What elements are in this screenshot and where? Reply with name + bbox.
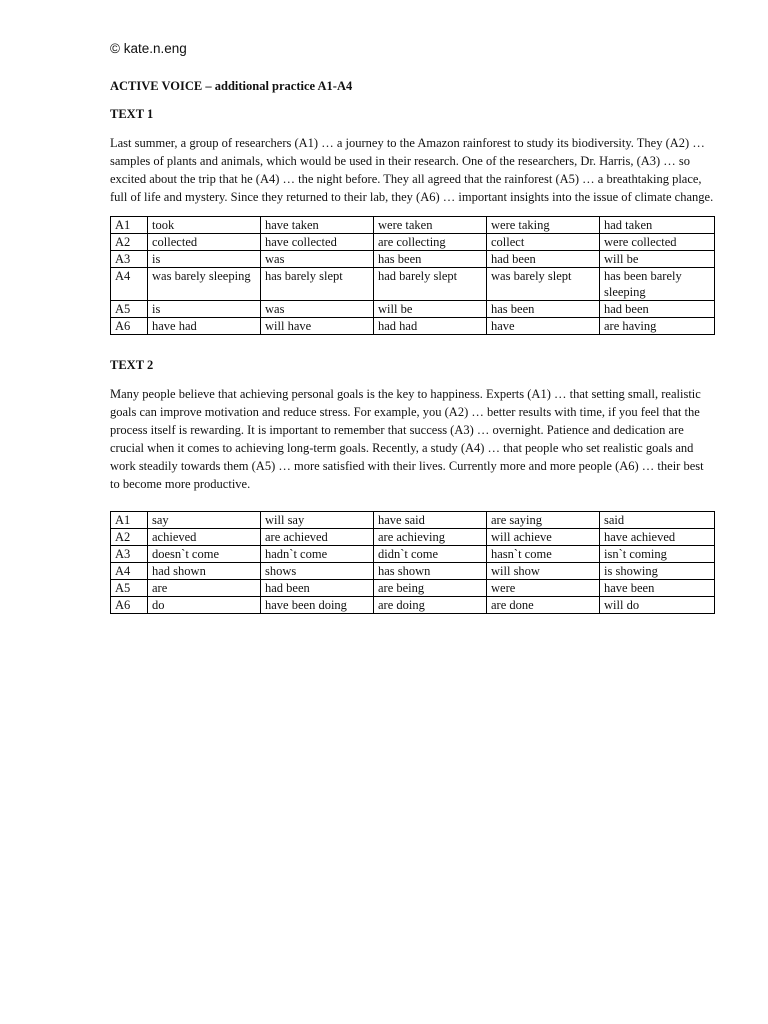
option-cell: were collected — [600, 234, 715, 251]
option-cell: have achieved — [600, 529, 715, 546]
option-cell: will show — [487, 563, 600, 580]
table-row — [111, 234, 715, 251]
option-cell: had taken — [600, 217, 715, 234]
table-row — [111, 597, 715, 614]
option-cell: have been — [600, 580, 715, 597]
text2-options-table — [110, 511, 715, 614]
option-cell: were taken — [374, 217, 487, 234]
option-cell: has shown — [374, 563, 487, 580]
option-cell: are — [148, 580, 261, 597]
option-cell: shows — [261, 563, 374, 580]
option-cell: was barely sleeping — [148, 268, 261, 301]
option-cell: are doing — [374, 597, 487, 614]
copyright-notice: © kate.n.eng — [110, 41, 187, 56]
option-cell: say — [148, 512, 261, 529]
table-row — [111, 512, 715, 529]
option-cell: is — [148, 251, 261, 268]
option-cell: were taking — [487, 217, 600, 234]
option-cell: will achieve — [487, 529, 600, 546]
table-row — [111, 217, 715, 234]
table-row — [111, 563, 715, 580]
text2-title: TEXT 2 — [110, 358, 154, 372]
option-cell: isn`t coming — [600, 546, 715, 563]
option-cell: have — [487, 318, 600, 335]
option-cell: hadn`t come — [261, 546, 374, 563]
table-row — [111, 268, 715, 301]
option-cell: will say — [261, 512, 374, 529]
option-cell: took — [148, 217, 261, 234]
option-cell: collect — [487, 234, 600, 251]
option-cell: has been — [487, 301, 600, 318]
row-label: A4 — [111, 563, 148, 580]
row-label: A2 — [111, 234, 148, 251]
row-label: A5 — [111, 301, 148, 318]
option-cell: had been — [487, 251, 600, 268]
option-cell: is — [148, 301, 261, 318]
text1-title: TEXT 1 — [110, 107, 154, 121]
option-cell: have had — [148, 318, 261, 335]
option-cell: was — [261, 301, 374, 318]
row-label: A1 — [111, 512, 148, 529]
option-cell: didn`t come — [374, 546, 487, 563]
option-cell: had had — [374, 318, 487, 335]
row-label: A6 — [111, 597, 148, 614]
option-cell: had barely slept — [374, 268, 487, 301]
text2-paragraph: Many people believe that achieving personal goals is the key to happiness. Experts (A1) … that setting small, realistic goals can improve motivation and reduce stress. For example, you (A2) … better results with time, if you feel that the process itself is rewarding. It is important to remember that success (A3) … overnight. Patience and dedication are crucial when it comes to achieving long-term goals. Recently, a study (A4) … that people who set realistic goals and work steadily towards them (A5) … more satisfied with their lives. Currently more and more people (A6) … their best to become more productive. — [110, 387, 704, 491]
option-cell: were — [487, 580, 600, 597]
row-label: A1 — [111, 217, 148, 234]
option-cell: collected — [148, 234, 261, 251]
option-cell: are achieving — [374, 529, 487, 546]
option-cell: will do — [600, 597, 715, 614]
document-title: ACTIVE VOICE – additional practice A1-A4 — [110, 79, 353, 93]
option-cell: had been — [261, 580, 374, 597]
option-cell: are collecting — [374, 234, 487, 251]
table-row — [111, 580, 715, 597]
option-cell: hasn`t come — [487, 546, 600, 563]
option-cell: was — [261, 251, 374, 268]
text1-paragraph: Last summer, a group of researchers (A1) … a journey to the Amazon rainforest to study its biodiversity. They (A2) … samples of plants and animals, which would be used in their research. One of the researchers, Dr. Harris, (A3) … so excited about the trip that he (A4) … the night before. They all agreed that the rainforest (A5) … a breathtaking place, full of life and mystery. Since they returned to their lab, they (A6) … important insights into the issue of climate change. — [110, 136, 714, 204]
option-cell: have taken — [261, 217, 374, 234]
option-cell: doesn`t come — [148, 546, 261, 563]
row-label: A3 — [111, 251, 148, 268]
option-cell: are achieved — [261, 529, 374, 546]
row-label: A4 — [111, 268, 148, 301]
option-cell: has been — [374, 251, 487, 268]
table-row — [111, 318, 715, 335]
table-row — [111, 251, 715, 268]
option-cell: will have — [261, 318, 374, 335]
row-label: A3 — [111, 546, 148, 563]
document-page — [110, 40, 714, 614]
option-cell: do — [148, 597, 261, 614]
option-cell: have been doing — [261, 597, 374, 614]
text1-options-table — [110, 216, 715, 335]
option-cell: had shown — [148, 563, 261, 580]
option-cell: has been barely sleeping — [600, 268, 715, 301]
option-cell: has barely slept — [261, 268, 374, 301]
option-cell: will be — [374, 301, 487, 318]
option-cell: is showing — [600, 563, 715, 580]
row-label: A6 — [111, 318, 148, 335]
option-cell: said — [600, 512, 715, 529]
option-cell: are having — [600, 318, 715, 335]
option-cell: had been — [600, 301, 715, 318]
table-row — [111, 529, 715, 546]
table-row — [111, 301, 715, 318]
option-cell: are being — [374, 580, 487, 597]
option-cell: have said — [374, 512, 487, 529]
option-cell: are done — [487, 597, 600, 614]
row-label: A2 — [111, 529, 148, 546]
option-cell: are saying — [487, 512, 600, 529]
row-label: A5 — [111, 580, 148, 597]
option-cell: achieved — [148, 529, 261, 546]
option-cell: will be — [600, 251, 715, 268]
table-row — [111, 546, 715, 563]
option-cell: was barely slept — [487, 268, 600, 301]
option-cell: have collected — [261, 234, 374, 251]
